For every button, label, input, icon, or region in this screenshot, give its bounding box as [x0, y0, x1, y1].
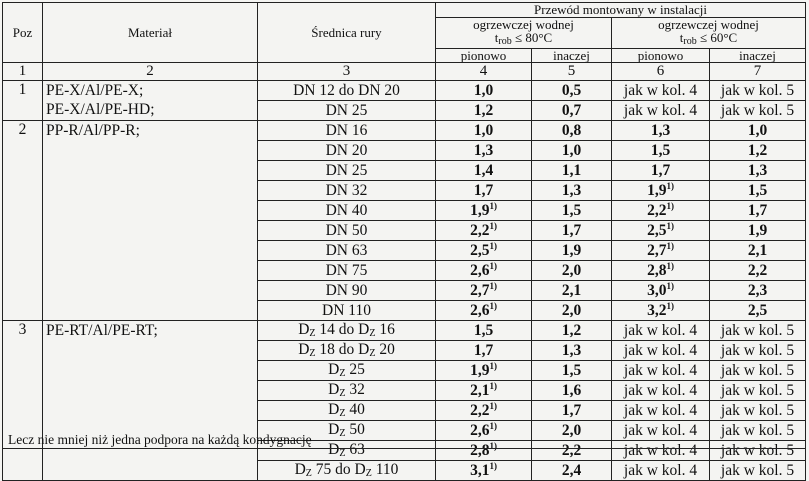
diameter-cell: DN 40	[258, 201, 436, 221]
diameter-cell: DN 50	[258, 221, 436, 241]
value-pionowo-60: 2,2$^{1)}$	[612, 201, 710, 221]
value-inaczej-60: 2,5	[710, 301, 806, 321]
value-inaczej-80: 1,0	[532, 141, 612, 161]
table-row	[3, 121, 806, 141]
header-pionowo-60: pionowo	[612, 48, 710, 63]
diameter-cell: DN 25	[258, 161, 436, 181]
value-pionowo-80: 1,0	[436, 121, 532, 141]
value-inaczej-60: jak w kol. 5	[710, 461, 806, 481]
material-name: PE-X/Al/PE-X;	[46, 82, 144, 100]
poz-cell: 3	[3, 321, 43, 481]
material-name: PP-R/Al/PP-R;	[46, 122, 140, 140]
diameter-cell: DN 20	[258, 141, 436, 161]
value-pionowo-60: jak w kol. 4	[612, 81, 710, 101]
support-spacing-table	[2, 2, 806, 481]
header-temp-60: ogrzewczej wodnej $t_{rob} \le 60^\circ C$	[612, 17, 806, 48]
value-inaczej-80: 1,2	[532, 321, 612, 341]
value-inaczej-60: 1,3	[710, 161, 806, 181]
material-name: PE-X/Al/PE-HD;	[46, 101, 155, 119]
value-inaczej-80: 1,7	[532, 401, 612, 421]
value-pionowo-60: 3,2$^{1)}$	[612, 301, 710, 321]
diameter-cell: DN 16	[258, 121, 436, 141]
value-pionowo-60: jak w kol. 4	[612, 321, 710, 341]
value-pionowo-60: jak w kol. 4	[612, 361, 710, 381]
poz-cell: 2	[3, 121, 43, 321]
value-inaczej-60: 2,2	[710, 261, 806, 281]
value-pionowo-80: 2,8$^{1)}$	[436, 441, 532, 461]
value-inaczej-80: 2,0	[532, 301, 612, 321]
diameter-cell: $D_Z$ 63	[258, 441, 436, 461]
value-pionowo-80: 2,6$^{1)}$	[436, 421, 532, 441]
col-index: 4	[436, 63, 532, 81]
poz-cell: 1	[3, 81, 43, 121]
diameter-cell: $D_Z$ 18 do $D_Z$ 20	[258, 341, 436, 361]
value-inaczej-80: 2,0	[532, 421, 612, 441]
value-inaczej-60: 1,9	[710, 221, 806, 241]
diameter-cell: $D_Z$ 50	[258, 421, 436, 441]
value-pionowo-80: 1,2	[436, 101, 532, 121]
header-poz: Poz	[3, 3, 43, 63]
col-index: 3	[258, 63, 436, 81]
value-pionowo-80: 2,6$^{1)}$	[436, 301, 532, 321]
value-pionowo-80: 1,5	[436, 321, 532, 341]
value-pionowo-60: jak w kol. 4	[612, 421, 710, 441]
material-cell	[43, 121, 258, 321]
diameter-cell: $D_Z$ 75 do $D_Z$ 110	[258, 461, 436, 481]
value-inaczej-60: jak w kol. 5	[710, 421, 806, 441]
value-pionowo-80: 3,1$^{1)}$	[436, 461, 532, 481]
value-pionowo-60: jak w kol. 4	[612, 401, 710, 421]
col-index: 5	[532, 63, 612, 81]
header-material: Materiał	[43, 3, 258, 63]
value-inaczej-80: 1,9	[532, 241, 612, 261]
value-pionowo-80: 2,7$^{1)}$	[436, 281, 532, 301]
value-pionowo-60: jak w kol. 4	[612, 341, 710, 361]
value-pionowo-80: 1,9$^{1)}$	[436, 201, 532, 221]
value-pionowo-80: 2,2$^{1)}$	[436, 221, 532, 241]
value-inaczej-60: jak w kol. 5	[710, 401, 806, 421]
bottom-rule	[2, 448, 805, 449]
value-pionowo-60: 1,9$^{1)}$	[612, 181, 710, 201]
value-pionowo-60: 2,7$^{1)}$	[612, 241, 710, 261]
diameter-cell: DN 32	[258, 181, 436, 201]
value-pionowo-80: 1,4	[436, 161, 532, 181]
value-pionowo-60: jak w kol. 4	[612, 441, 710, 461]
value-inaczej-60: jak w kol. 5	[710, 361, 806, 381]
value-pionowo-80: 2,1$^{1)}$	[436, 381, 532, 401]
value-inaczej-60: jak w kol. 5	[710, 101, 806, 121]
footnote: Lecz nie mniej niż jedna podpora na każdą kondygnację	[8, 432, 312, 447]
col-index: 7	[710, 63, 806, 81]
value-pionowo-60: 3,0$^{1)}$	[612, 281, 710, 301]
diameter-cell: $D_Z$ 25	[258, 361, 436, 381]
value-inaczej-80: 1,5	[532, 201, 612, 221]
value-inaczej-60: 1,0	[710, 121, 806, 141]
diameter-cell: DN 110	[258, 301, 436, 321]
header-srednica: Średnica rury	[258, 3, 436, 63]
value-pionowo-80: 1,7	[436, 181, 532, 201]
value-pionowo-60: jak w kol. 4	[612, 381, 710, 401]
value-pionowo-60: 1,3	[612, 121, 710, 141]
diameter-cell: DN 75	[258, 261, 436, 281]
diameter-cell: DN 90	[258, 281, 436, 301]
header-inaczej-60: inaczej	[710, 48, 806, 63]
value-inaczej-80: 2,1	[532, 281, 612, 301]
value-inaczej-60: 2,1	[710, 241, 806, 261]
value-inaczej-80: 2,0	[532, 261, 612, 281]
value-pionowo-60: 2,8$^{1)}$	[612, 261, 710, 281]
value-pionowo-80: 2,5$^{1)}$	[436, 241, 532, 261]
value-pionowo-60: jak w kol. 4	[612, 461, 710, 481]
table-row	[3, 321, 806, 341]
value-pionowo-80: 1,9$^{1)}$	[436, 361, 532, 381]
value-inaczej-80: 0,5	[532, 81, 612, 101]
value-inaczej-80: 1,3	[532, 181, 612, 201]
value-inaczej-60: jak w kol. 5	[710, 321, 806, 341]
table-row	[3, 81, 806, 101]
value-pionowo-60: 1,7	[612, 161, 710, 181]
material-cell	[43, 81, 258, 121]
value-inaczej-80: 1,6	[532, 381, 612, 401]
value-inaczej-80: 0,8	[532, 121, 612, 141]
value-pionowo-80: 2,2$^{1)}$	[436, 401, 532, 421]
value-inaczej-60: jak w kol. 5	[710, 81, 806, 101]
value-inaczej-80: 2,4	[532, 461, 612, 481]
col-index: 6	[612, 63, 710, 81]
diameter-cell: $D_Z$ 14 do $D_Z$ 16	[258, 321, 436, 341]
diameter-cell: $D_Z$ 40	[258, 401, 436, 421]
diameter-cell: $D_Z$ 32	[258, 381, 436, 401]
value-pionowo-60: 1,5	[612, 141, 710, 161]
value-pionowo-60: 2,5$^{1)}$	[612, 221, 710, 241]
diameter-cell: DN 25	[258, 101, 436, 121]
value-inaczej-60: 1,7	[710, 201, 806, 221]
col-index: 2	[43, 63, 258, 81]
column-index-row	[3, 63, 806, 81]
value-inaczej-60: jak w kol. 5	[710, 441, 806, 461]
value-pionowo-80: 1,7	[436, 341, 532, 361]
value-pionowo-60: jak w kol. 4	[612, 101, 710, 121]
material-cell	[43, 321, 258, 481]
value-inaczej-60: 1,2	[710, 141, 806, 161]
col-index: 1	[3, 63, 43, 81]
diameter-cell: DN 63	[258, 241, 436, 261]
value-inaczej-80: 1,7	[532, 221, 612, 241]
value-inaczej-60: jak w kol. 5	[710, 341, 806, 361]
diameter-cell: DN 12 do DN 20	[258, 81, 436, 101]
value-inaczej-80: 2,2	[532, 441, 612, 461]
value-inaczej-60: jak w kol. 5	[710, 381, 806, 401]
value-pionowo-80: 1,0	[436, 81, 532, 101]
header-inaczej-80: inaczej	[532, 48, 612, 63]
value-inaczej-80: 0,7	[532, 101, 612, 121]
value-inaczej-80: 1,5	[532, 361, 612, 381]
value-pionowo-80: 1,3	[436, 141, 532, 161]
header-pionowo-80: pionowo	[436, 48, 532, 63]
header-temp-80: ogrzewczej wodnej $t_{rob} \le 80^\circ C$	[436, 17, 612, 48]
value-inaczej-80: 1,1	[532, 161, 612, 181]
value-pionowo-80: 2,6$^{1)}$	[436, 261, 532, 281]
material-name: PE-RT/Al/PE-RT;	[46, 322, 158, 340]
value-inaczej-80: 1,3	[532, 341, 612, 361]
value-inaczej-60: 2,3	[710, 281, 806, 301]
value-inaczej-60: 1,5	[710, 181, 806, 201]
header-przewod: Przewód montowany w instalacji	[436, 3, 806, 18]
